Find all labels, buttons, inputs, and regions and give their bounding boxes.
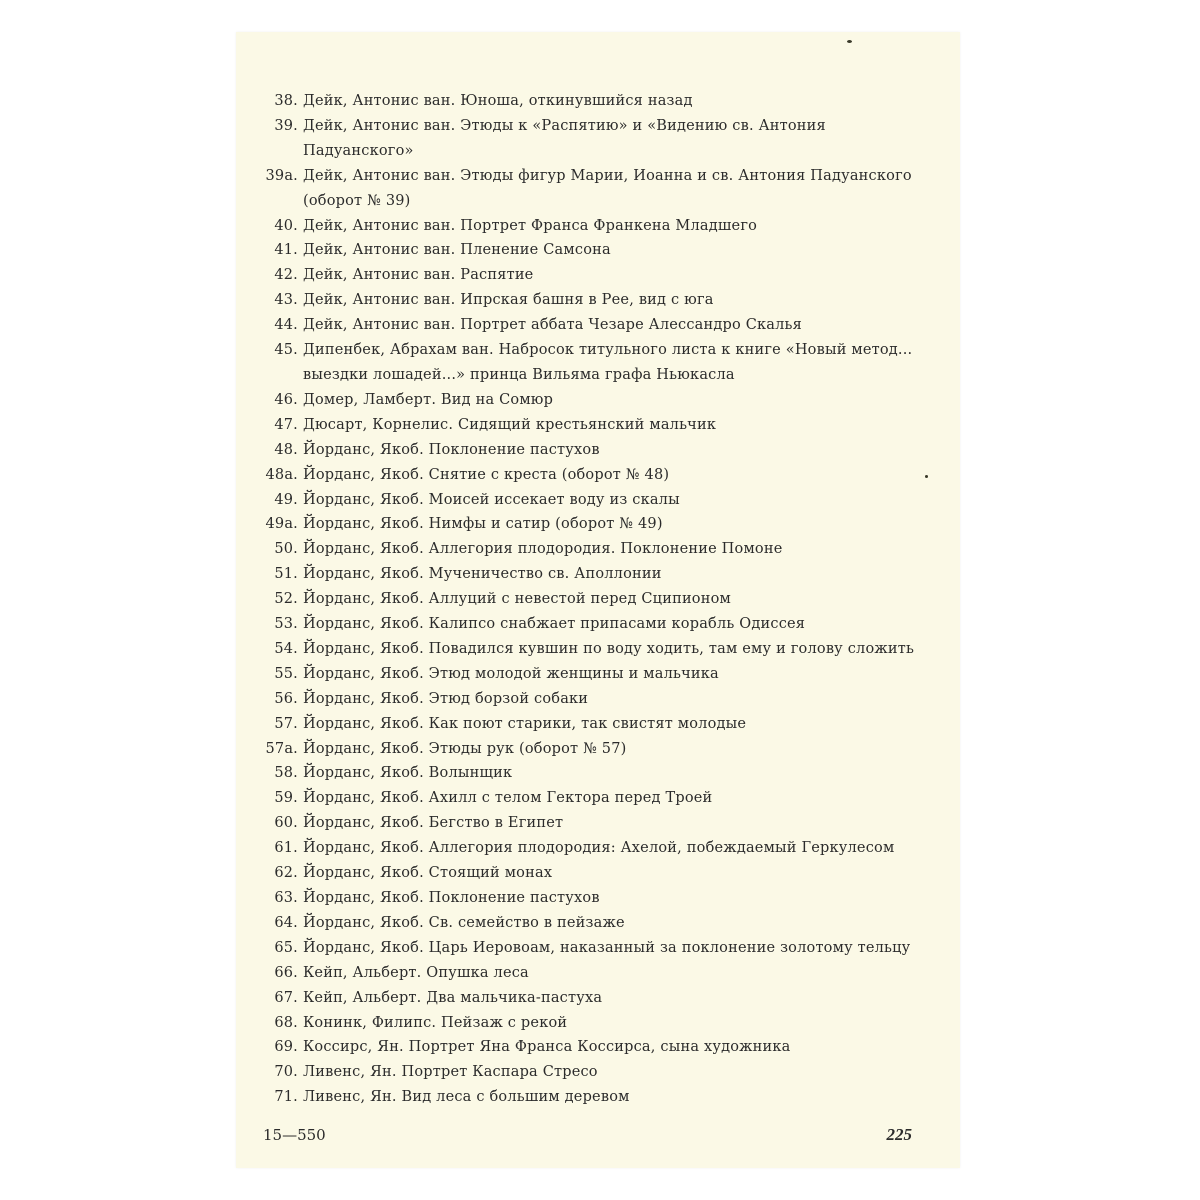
entry-number: 47.	[274, 416, 298, 433]
list-item	[236, 836, 960, 861]
list-item	[236, 388, 960, 413]
entry-number: 60.	[274, 815, 298, 832]
page-number: 225	[886, 1125, 912, 1144]
entry-number: 67.	[274, 989, 298, 1006]
list-item	[236, 737, 960, 762]
list-item	[236, 488, 960, 513]
entry-number: 64.	[274, 914, 298, 931]
list-item	[236, 89, 960, 114]
entry-title: Дейк, Антонис ван. Пленение Самсона	[303, 242, 611, 259]
entry-number: 68.	[274, 1014, 298, 1031]
entry-number: 51.	[274, 566, 298, 583]
entry-number: 49а.	[265, 516, 298, 533]
entry-number: 46.	[274, 391, 298, 408]
entry-number: 65.	[274, 939, 298, 956]
entry-title: Йорданс, Якоб. Повадился кувшин по воду ходить, там ему и голову сложить	[303, 640, 915, 657]
list-item	[236, 911, 960, 936]
entry-title: Йорданс, Якоб. Ахилл с телом Гектора перед Троей	[303, 790, 713, 807]
entry-title: Дипенбек, Абрахам ван. Набросок титульного листа к книге «Новый метод... выездки лошадей...» принца Вильяма графа Ньюкасла	[303, 342, 913, 383]
entry-number: 62.	[274, 865, 298, 882]
list-item	[236, 811, 960, 836]
book-page	[236, 32, 960, 1168]
list-item	[236, 761, 960, 786]
entry-title: Дейк, Антонис ван. Этюды фигур Марии, Иоанна и св. Антония Падуанского (оборот № 39)	[303, 167, 912, 209]
list-item	[236, 562, 960, 587]
entry-title: Дейк, Антонис ван. Распятие	[303, 267, 534, 284]
printer-signature: 15—550	[263, 1126, 326, 1144]
entry-number: 63.	[274, 890, 298, 906]
entry-number: 66.	[274, 964, 298, 981]
entry-title: Дейк, Антонис ван. Этюды к «Распятию» и «Видению св. Антония Падуанского»	[303, 117, 826, 159]
list-item	[236, 886, 960, 911]
list-item	[236, 214, 960, 239]
entry-number: 57.	[274, 715, 298, 732]
list-item	[236, 1085, 960, 1110]
entry-title: Кейп, Альберт. Опушка леса	[303, 964, 529, 981]
list-item	[236, 313, 960, 338]
list-item	[236, 612, 960, 637]
entry-title: Кейп, Альберт. Два мальчика-пастуха	[303, 989, 603, 1006]
list-item	[236, 637, 960, 662]
list-item	[236, 338, 960, 388]
entry-number: 41.	[274, 242, 298, 259]
entry-title: Йорданс, Якоб. Моисей иссекает воду из скалы	[303, 491, 680, 508]
entry-number: 54.	[274, 640, 298, 657]
list-item	[236, 537, 960, 562]
entry-title: Йорданс, Якоб. Поклонение пастухов	[303, 441, 600, 458]
list-item	[236, 413, 960, 438]
entry-number: 44.	[274, 317, 298, 334]
entry-number: 48.	[274, 441, 298, 458]
entry-number: 43.	[274, 292, 298, 309]
entry-number: 69.	[274, 1039, 298, 1056]
list-item	[236, 288, 960, 313]
entry-title: Ливенс, Ян. Портрет Каспара Стресо	[303, 1064, 598, 1081]
list-item	[236, 1035, 960, 1060]
entry-number: 48а.	[265, 466, 298, 483]
list-item	[236, 712, 960, 737]
entry-title: Йорданс, Якоб. Этюды рук (оборот № 57)	[303, 740, 627, 757]
entry-number: 71.	[274, 1089, 298, 1106]
entry-title: Дюсарт, Корнелис. Сидящий крестьянский мальчик	[303, 416, 717, 433]
entry-number: 55.	[274, 665, 298, 682]
entry-title: Йорданс, Якоб. Аллегория плодородия. Поклонение Помоне	[303, 541, 783, 558]
entry-number: 53.	[274, 616, 298, 633]
list-item	[236, 1011, 960, 1036]
entry-number: 58.	[274, 765, 298, 782]
entry-number: 59.	[274, 790, 298, 807]
entry-title: Дейк, Антонис ван. Юноша, откинувшийся назад	[303, 93, 693, 109]
entry-title: Йорданс, Якоб. Этюд борзой собаки	[303, 690, 589, 707]
entry-title: Йорданс, Якоб. Этюд молодой женщины и мальчика	[303, 665, 719, 682]
entry-number: 61.	[274, 840, 298, 857]
entry-number: 45.	[274, 342, 298, 359]
entry-title: Дейк, Антонис ван. Портрет аббата Чезаре Алессандро Скалья	[303, 317, 802, 334]
entry-title: Йорданс, Якоб. Бегство в Египет	[303, 815, 564, 832]
list-item	[236, 936, 960, 961]
list-item	[236, 463, 960, 488]
list-item	[236, 961, 960, 986]
list-item	[236, 687, 960, 712]
entry-number: 49.	[274, 491, 298, 508]
entry-number: 70.	[274, 1064, 298, 1081]
entry-title: Ливенс, Ян. Вид леса с большим деревом	[303, 1089, 630, 1106]
list-item	[236, 786, 960, 811]
list-item	[236, 164, 960, 214]
entry-title: Йорданс, Якоб. Калипсо снабжает припасами корабль Одиссея	[303, 616, 806, 633]
entry-title: Дейк, Антонис ван. Ипрская башня в Рее, вид с юга	[303, 292, 714, 309]
entry-number: 50.	[274, 541, 298, 558]
entry-title: Коссирс, Ян. Портрет Яна Франса Коссирса, сына художника	[303, 1039, 791, 1056]
entry-title: Йорданс, Якоб. Поклонение пастухов	[303, 890, 600, 906]
entry-number: 57а.	[265, 740, 298, 757]
entry-title: Йорданс, Якоб. Мученичество св. Аполлонии	[303, 566, 662, 583]
entry-number: 56.	[274, 690, 298, 707]
entry-title: Йорданс, Якоб. Нимфы и сатир (оборот № 49)	[303, 516, 663, 533]
list-item	[236, 861, 960, 886]
entry-number: 38.	[274, 93, 298, 109]
entry-title: Йорданс, Якоб. Как поют старики, так свистят молодые	[303, 715, 747, 732]
entry-title: Йорданс, Якоб. Аллуций с невестой перед Сципионом	[303, 591, 732, 608]
entry-title: Йорданс, Якоб. Снятие с креста (оборот № 48)	[303, 466, 670, 483]
list-item	[236, 986, 960, 1011]
entry-number: 40.	[274, 217, 298, 234]
entry-number: 52.	[274, 591, 298, 608]
illustration-list	[236, 89, 960, 1110]
list-item	[236, 587, 960, 612]
entry-title: Дейк, Антонис ван. Портрет Франса Франкена Младшего	[303, 217, 758, 234]
entry-number: 39а.	[265, 167, 298, 184]
entry-title: Йорданс, Якоб. Стоящий монах	[303, 865, 553, 882]
entry-number: 39.	[274, 117, 298, 134]
entry-number: 42.	[274, 267, 298, 284]
entry-title: Йорданс, Якоб. Аллегория плодородия: Ахелой, побеждаемый Геркулесом	[303, 840, 895, 857]
entry-title: Конинк, Филипс. Пейзаж с рекой	[303, 1014, 568, 1031]
list-item	[236, 438, 960, 463]
entry-title: Йорданс, Якоб. Волынщик	[303, 765, 513, 782]
print-speck	[847, 40, 852, 43]
entry-title: Йорданс, Якоб. Царь Иеровоам, наказанный за поклонение золотому тельцу	[303, 939, 911, 956]
entry-title: Домер, Ламберт. Вид на Сомюр	[303, 391, 554, 408]
list-item	[236, 1060, 960, 1085]
list-item	[236, 662, 960, 687]
list-item	[236, 114, 960, 164]
list-item	[236, 512, 960, 537]
list-item	[236, 263, 960, 288]
list-item	[236, 238, 960, 263]
entry-title: Йорданс, Якоб. Св. семейство в пейзаже	[303, 914, 625, 931]
